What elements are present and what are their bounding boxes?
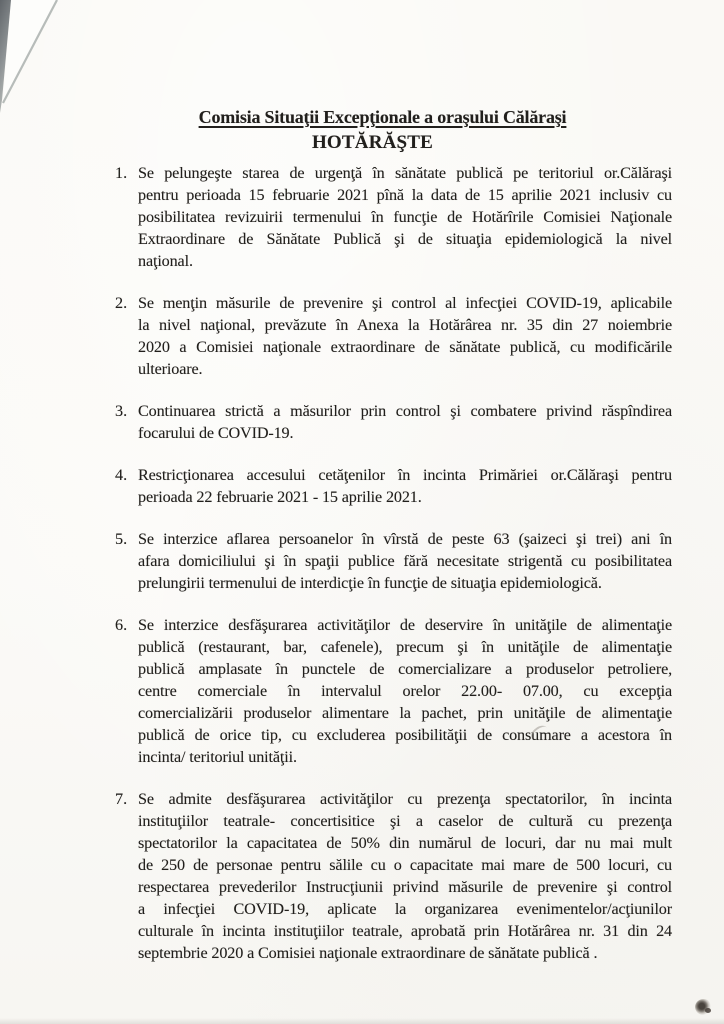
- decree-item-1: [115, 162, 672, 272]
- item-lines: [138, 400, 672, 444]
- decree-item-5: [115, 528, 672, 594]
- document-title-text: Comisia Situaţii Excepţionale a oraşului Călăraşi: [198, 107, 567, 127]
- decree-list: [115, 162, 672, 964]
- item-number: 3.: [115, 402, 128, 420]
- item-lines: [138, 788, 672, 964]
- document-header: [104, 104, 661, 155]
- item-number: 6.: [115, 616, 128, 634]
- text-line: instituţiilor teatrale- concertisitice şi a caselor de cultură cu prezenţa: [138, 812, 672, 830]
- item-lines: [138, 464, 672, 508]
- ink-speck: [695, 999, 712, 1015]
- decree-item-3: [115, 400, 672, 444]
- text-line: Se menţin măsurile de prevenire şi control al infecţiei COVID-19, aplicabile: [138, 294, 672, 312]
- text-line: a infecţiei COVID-19, aplicate la organizarea evenimentelor/acţiunilor: [138, 900, 672, 918]
- item-number: 1.: [115, 164, 128, 182]
- document-title: [104, 104, 661, 130]
- text-line: Se admite desfăşurarea activităţilor cu prezenţa spectatorilor, în incinta: [138, 790, 672, 808]
- text-line: Restricţionarea accesului cetăţenilor în incinta Primăriei or.Călăraşi pentru: [138, 466, 672, 484]
- decree-item-6: [115, 614, 672, 768]
- text-line: 2020 a Comisiei naţionale extraordinare de sănătate publică, cu modificările: [138, 338, 672, 356]
- text-line: publică amplasate în punctele de comercializare a produselor petroliere,: [138, 660, 672, 678]
- text-line: septembrie 2020 a Comisiei naţionale extraordinare de sănătate publică .: [138, 944, 598, 962]
- text-line: respectarea prevederilor Instrucţiunii privind măsurile de prevenire şi control: [138, 878, 672, 896]
- text-line: posibilitatea revizuirii termenului în funcţie de Hotărîrile Comisiei Naţionale: [138, 208, 672, 226]
- text-line: Se pelungeşte starea de urgenţă în sănătate publică pe teritoriul or.Călăraşi: [138, 164, 672, 182]
- text-line: spectatorilor la capacitatea de 50% din numărul de locuri, dar nu mai mult: [138, 834, 672, 852]
- text-line: prelungirii termenului de interdicţie în funcţie de situaţia epidemiologică.: [138, 574, 602, 592]
- item-lines: [138, 528, 672, 594]
- document-body: [115, 104, 672, 964]
- decree-item-7: [115, 788, 672, 964]
- text-line: de 250 de personae pentru sălile cu o capacitate mai mare de 500 locuri, cu: [138, 856, 672, 874]
- item-lines: [138, 292, 672, 380]
- text-line: Se interzice desfăşurarea activităţilor de deservire în unităţile de alimentaţie: [138, 616, 672, 634]
- text-line: comercializării produselor alimentare la pachet, prin unităţile de alimentaţie: [138, 704, 672, 722]
- item-lines: [138, 614, 672, 768]
- text-line: afara domiciliului şi în spaţii publice fără necesitate strigentă cu posibilitatea: [138, 552, 672, 570]
- text-line: Continuarea strictă a măsurilor prin control şi combatere privind răspîndirea: [138, 402, 672, 420]
- text-line: centre comerciale în intervalul orelor 22.00- 07.00, cu excepţia: [138, 682, 672, 700]
- item-number: 5.: [115, 530, 128, 548]
- document-subtitle: HOTĂRĂŞTE: [311, 132, 434, 153]
- text-line: culturale în incinta instituţiilor teatrale, aprobată prin Hotărârea nr. 31 din 24: [138, 922, 672, 940]
- text-line: publică de orice tip, cu excluderea posibilităţii de consumare a acestora în: [138, 726, 672, 744]
- item-number: 4.: [115, 466, 128, 484]
- decree-item-2: [115, 292, 672, 380]
- text-line: ulterioare.: [138, 360, 203, 378]
- text-line: la nivel naţional, prevăzute în Anexa la Hotărârea nr. 35 din 27 noiembrie: [138, 316, 672, 334]
- text-line: perioada 22 februarie 2021 - 15 aprilie 2021.: [138, 488, 422, 506]
- text-line: pentru perioada 15 februarie 2021 pînă la data de 15 aprilie 2021 inclusiv cu: [138, 186, 672, 204]
- text-line: focarului de COVID-19.: [138, 424, 294, 442]
- item-number: 7.: [115, 790, 128, 808]
- text-line: Extraordinare de Sănătate Publică şi de situaţia epidemiologică la nivel: [138, 230, 672, 248]
- text-line: naţional.: [138, 252, 193, 270]
- item-number: 2.: [115, 294, 128, 312]
- page-corner-fold: [0, 0, 70, 125]
- text-line: publică (restaurant, bar, cafenele), precum şi în unităţile de alimentaţie: [138, 638, 672, 656]
- text-line: Se interzice aflarea persoanelor în vîrstă de peste 63 (şaizeci şi trei) ani în: [138, 530, 672, 548]
- text-line: incinta/ teritoriul unităţii.: [138, 748, 297, 766]
- decree-item-4: [115, 464, 672, 508]
- item-lines: [138, 162, 672, 272]
